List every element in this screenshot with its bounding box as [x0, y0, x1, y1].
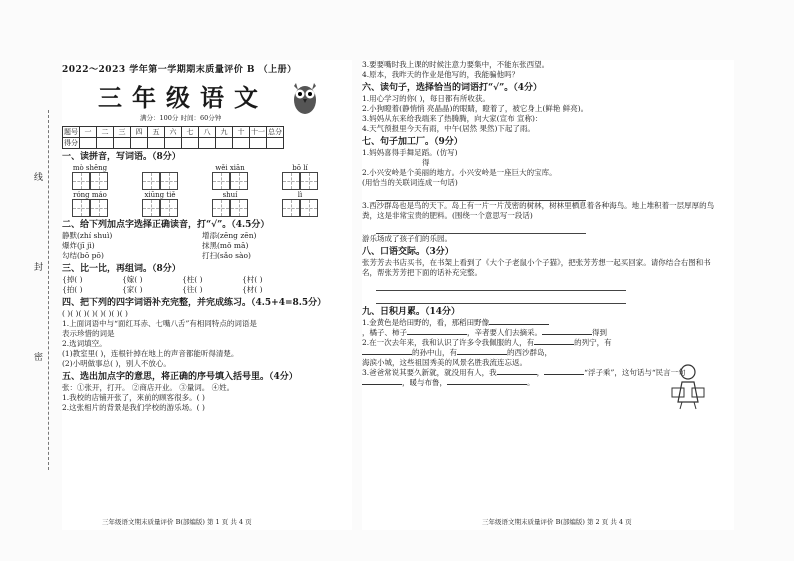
q9-1-text: 得到	[592, 328, 607, 337]
question-6-2[interactable]: 2.小狗瞪着(静悄悄 亮晶晶)的眼睛，瞪着了，被它身上(鲜艳 鲜亮)。	[362, 104, 589, 113]
score-cell: 七	[182, 127, 199, 138]
score-cell: 九	[216, 127, 233, 138]
section-8-heading: 八、口语交际。（3分）	[362, 247, 454, 257]
top-item-3: 3.要要嘴时我上课的时候注意力要集中，不能东张西望。	[362, 60, 550, 69]
blank[interactable]	[447, 384, 527, 385]
q9-2-text: 的西沙群岛，	[507, 348, 552, 357]
score-cell: 总分	[268, 128, 282, 136]
question-4-1b: 表示珍惜的词是	[62, 329, 115, 338]
compare-item[interactable]: {拍( )	[62, 285, 83, 294]
score-cell: 一	[80, 127, 97, 138]
section-6-heading: 六、读句子，选择恰当的词语打“√”。（4分）	[362, 83, 543, 93]
reading-item[interactable]: 爆炸(jī jì)	[62, 241, 95, 250]
question-7-2-hint: (用恰当的关联词连成一句话)	[362, 178, 458, 187]
answer-line[interactable]	[376, 294, 626, 304]
score-input-cell[interactable]	[267, 138, 284, 149]
blank[interactable]	[457, 354, 507, 355]
writing-box[interactable]	[272, 199, 328, 217]
score-cell: 得分	[64, 139, 78, 147]
blank[interactable]	[542, 334, 592, 335]
question-9-2	[362, 338, 734, 348]
question-9-1	[362, 318, 734, 328]
q9-3-text: “浮子乘”，这句话与“民言一句	[584, 368, 686, 377]
exam-meta: 满分：100分 时间：60分钟	[140, 114, 222, 122]
answer-line[interactable]	[376, 191, 586, 201]
section-1-heading: 一、读拼音，写词语。（8分）	[62, 152, 181, 162]
score-input-cell[interactable]	[114, 138, 131, 149]
subject-title: 三年级语文	[98, 83, 268, 112]
compare-item[interactable]: {往( )	[182, 285, 203, 294]
question-6-3[interactable]: 3.妈妈从东来给我端来了热腾腾，向大家(宣布 宣称)：	[362, 114, 543, 123]
score-cell: 十一	[251, 128, 265, 136]
question-4-2: 2.选词填空。	[62, 339, 107, 348]
score-cell: 题号	[64, 128, 78, 136]
page-2-footer: 三年级语文期末质量评价 B(部编版) 第 2 页 共 4 页	[482, 518, 632, 526]
question-9-2-end: 海滨小城，这些祖国秀美的风景名胜我流连忘返。	[362, 358, 527, 367]
writing-box[interactable]	[132, 199, 188, 217]
question-4-2a: (1)教室里( )，连根针掉在地上的声音都能听得清楚。	[62, 349, 239, 358]
reading-item[interactable]: 增添(zēng zēn)	[202, 231, 257, 240]
reading-row	[62, 251, 352, 261]
score-input-cell[interactable]	[250, 138, 267, 149]
writing-box[interactable]	[62, 172, 118, 190]
score-table-header-row	[63, 127, 284, 138]
page-1	[62, 60, 352, 530]
exam-title: 2022～2023 学年第一学期期末质量评价 B （上册）	[62, 65, 297, 75]
score-cell: 八	[199, 127, 216, 138]
compare-item[interactable]: {柱( )	[182, 275, 203, 284]
blank[interactable]	[544, 374, 584, 375]
oral-communication-text: 张芳芳去书店买书，在书架上看到了《大个子老鼠小个子猫》，把张芳芳想一起买回家。请你结合右图和书名，帮张芳芳把下面的话补充完整。	[362, 258, 711, 277]
answer-line[interactable]	[376, 224, 586, 234]
pinyin-row-2	[62, 191, 352, 199]
writing-box[interactable]	[202, 199, 258, 217]
compare-item[interactable]: {村( )	[242, 275, 263, 284]
q9-1-text: 1.金黄色是给田野的，看，那稻田野像	[362, 318, 490, 327]
owl-icon	[290, 78, 320, 116]
pinyin-label: xiūng tiě	[144, 191, 176, 199]
pinyin-label: shuí	[222, 191, 238, 199]
score-input-cell[interactable]	[199, 138, 216, 149]
score-cell: 三	[114, 127, 131, 138]
question-9-2-cont	[362, 348, 734, 358]
reading-item[interactable]: 打扫(sǎo sào)	[202, 251, 251, 260]
question-5-1[interactable]: 1.我校的店铺开张了，來前的顾客很多。( )	[62, 393, 205, 402]
side-label-xian: 线	[34, 173, 44, 183]
pinyin-label	[132, 164, 188, 172]
question-7-2: 2.小兴安岭是个美丽的地方。小兴安岭是一座巨大的宝库。	[362, 168, 557, 177]
score-input-cell[interactable]	[165, 138, 182, 149]
q9-3-text: 。	[527, 378, 535, 387]
side-label-mi: 密	[34, 353, 44, 363]
writing-grid-row-2	[62, 199, 352, 217]
blank[interactable]	[362, 354, 412, 355]
score-cell: 五	[148, 127, 165, 138]
q9-2-text: 2.在一次去年来，我和认识了许多令我佩服的人，有	[362, 338, 535, 347]
pinyin-label: mò shēng	[72, 164, 108, 172]
q9-2-text: 的孙中山，有	[412, 348, 457, 357]
reading-row	[62, 231, 352, 241]
seal-line	[48, 110, 49, 470]
top-item-4: 4.原本，我昨天的作业是他写的，我能骗他吗？	[362, 70, 520, 79]
section-9-heading: 九、日积月累。（14分）	[362, 307, 461, 317]
reading-item[interactable]: 静默(zhí shuì)	[62, 231, 113, 240]
writing-box[interactable]	[272, 172, 328, 190]
score-table-score-row	[63, 138, 284, 149]
side-label-feng: 封	[34, 263, 44, 273]
blank[interactable]	[489, 324, 549, 325]
q9-1-text: ，辛者要人们去摘采。	[467, 328, 542, 337]
section-2-heading: 二、给下列加点字选择正确读音，打“√”。（4.5分）	[62, 220, 270, 230]
question-6-4[interactable]: 4.天气预报里今天有雨，中午(居然 果然)下起了雨。	[362, 124, 535, 133]
q9-3-text: ，	[536, 368, 545, 377]
pinyin-label: róng máo	[73, 191, 107, 199]
score-cell: 十	[233, 127, 250, 138]
score-cell: 二	[97, 127, 114, 138]
score-input-cell[interactable]	[131, 138, 148, 149]
reading-row	[62, 241, 352, 251]
question-7-3: 3.西沙群岛也是鸟的天下。岛上有一片一片茂密的树林，树林里栖息着各种海鸟。地上堆积着一层厚厚的鸟粪，这是非常宝贵的肥料。(围绕一个意思写一段话)	[362, 201, 715, 220]
section-4-heading: 四、把下列的四字词语补充完整，并完成练习。（4.5+4=8.5分）	[62, 298, 327, 308]
score-cell: 六	[165, 127, 182, 138]
score-input-cell[interactable]	[233, 138, 250, 149]
pinyin-label: bō lí	[292, 164, 308, 172]
meaning-options: 张：①张开，打开。 ②商店开业。 ③量词。 ④姓。	[62, 383, 235, 392]
writing-box[interactable]	[202, 172, 258, 190]
blank[interactable]	[497, 374, 537, 375]
section-5-heading: 五、选出加点字的意思，将正确的序号填入括号里。（4分）	[62, 372, 298, 382]
page-2	[362, 60, 734, 530]
compare-row	[62, 275, 352, 285]
pinyin-label: wěi xiān	[215, 164, 245, 172]
q9-3-text: ，暖与布鲁，	[402, 378, 447, 387]
writing-box[interactable]	[132, 172, 188, 190]
section-3-heading: 三、比一比，再组词。（8分）	[62, 264, 181, 274]
writing-box[interactable]	[62, 199, 118, 217]
question-6-1[interactable]: 1.用心学习的你( )，每日都有所收获。	[362, 94, 490, 103]
q9-2-text: 的列宁，有	[574, 338, 612, 347]
score-input-cell[interactable]	[182, 138, 199, 149]
compare-item[interactable]: {家( )	[122, 285, 143, 294]
idiom-blanks[interactable]: ( )( )( )( )( )( )( )( )	[62, 309, 128, 318]
question-7-3-end: 游乐场成了孩子们的乐园。	[362, 234, 452, 243]
blank[interactable]	[407, 334, 467, 335]
answer-line[interactable]	[376, 281, 626, 291]
score-input-cell[interactable]	[148, 138, 165, 149]
score-cell: 四	[131, 127, 148, 138]
compare-item[interactable]: {嫁( )	[122, 275, 143, 284]
question-4-1: 1.上面词语中与“面红耳赤、七嘴八舌”有相同特点的词语是	[62, 319, 257, 328]
score-table	[62, 126, 284, 149]
writing-grid-row-1	[62, 172, 352, 190]
reading-item[interactable]: 勾结(bō pō)	[62, 251, 104, 260]
pinyin-label: lì	[297, 191, 303, 199]
compare-item[interactable]: {掉( )	[62, 275, 83, 284]
question-7-1-answer[interactable]: 得	[422, 158, 430, 167]
reading-item[interactable]: 抹黑(mǒ mā)	[202, 241, 249, 250]
question-4-2b: (2)小明做事总( )，别人不放心。	[62, 359, 171, 368]
blank[interactable]	[534, 344, 574, 345]
compare-row	[62, 285, 352, 295]
blank[interactable]	[362, 384, 402, 385]
section-7-heading: 七、句子加工厂。（9分）	[362, 137, 463, 147]
q9-3-text: 3.爸爸常说其要久新就，就没用有人，我	[362, 368, 497, 377]
score-input-cell[interactable]	[97, 138, 114, 149]
compare-item[interactable]: {材( )	[242, 285, 263, 294]
score-input-cell[interactable]	[80, 138, 97, 149]
question-5-2[interactable]: 2.这张相片的背景是我们学校的游乐场。( )	[62, 403, 205, 412]
page-1-footer: 三年级语文期末质量评价 B(部编版) 第 1 页 共 4 页	[102, 518, 252, 526]
question-9-1-cont	[362, 328, 734, 338]
pinyin-row-1	[62, 164, 352, 172]
q9-1-text: ，橘子、柿子	[362, 328, 407, 337]
score-input-cell[interactable]	[216, 138, 233, 149]
question-7-1: 1.妈妈喜得手舞足蹈。(仿写)	[362, 148, 458, 157]
boy-reading-illustration-icon	[666, 362, 710, 410]
